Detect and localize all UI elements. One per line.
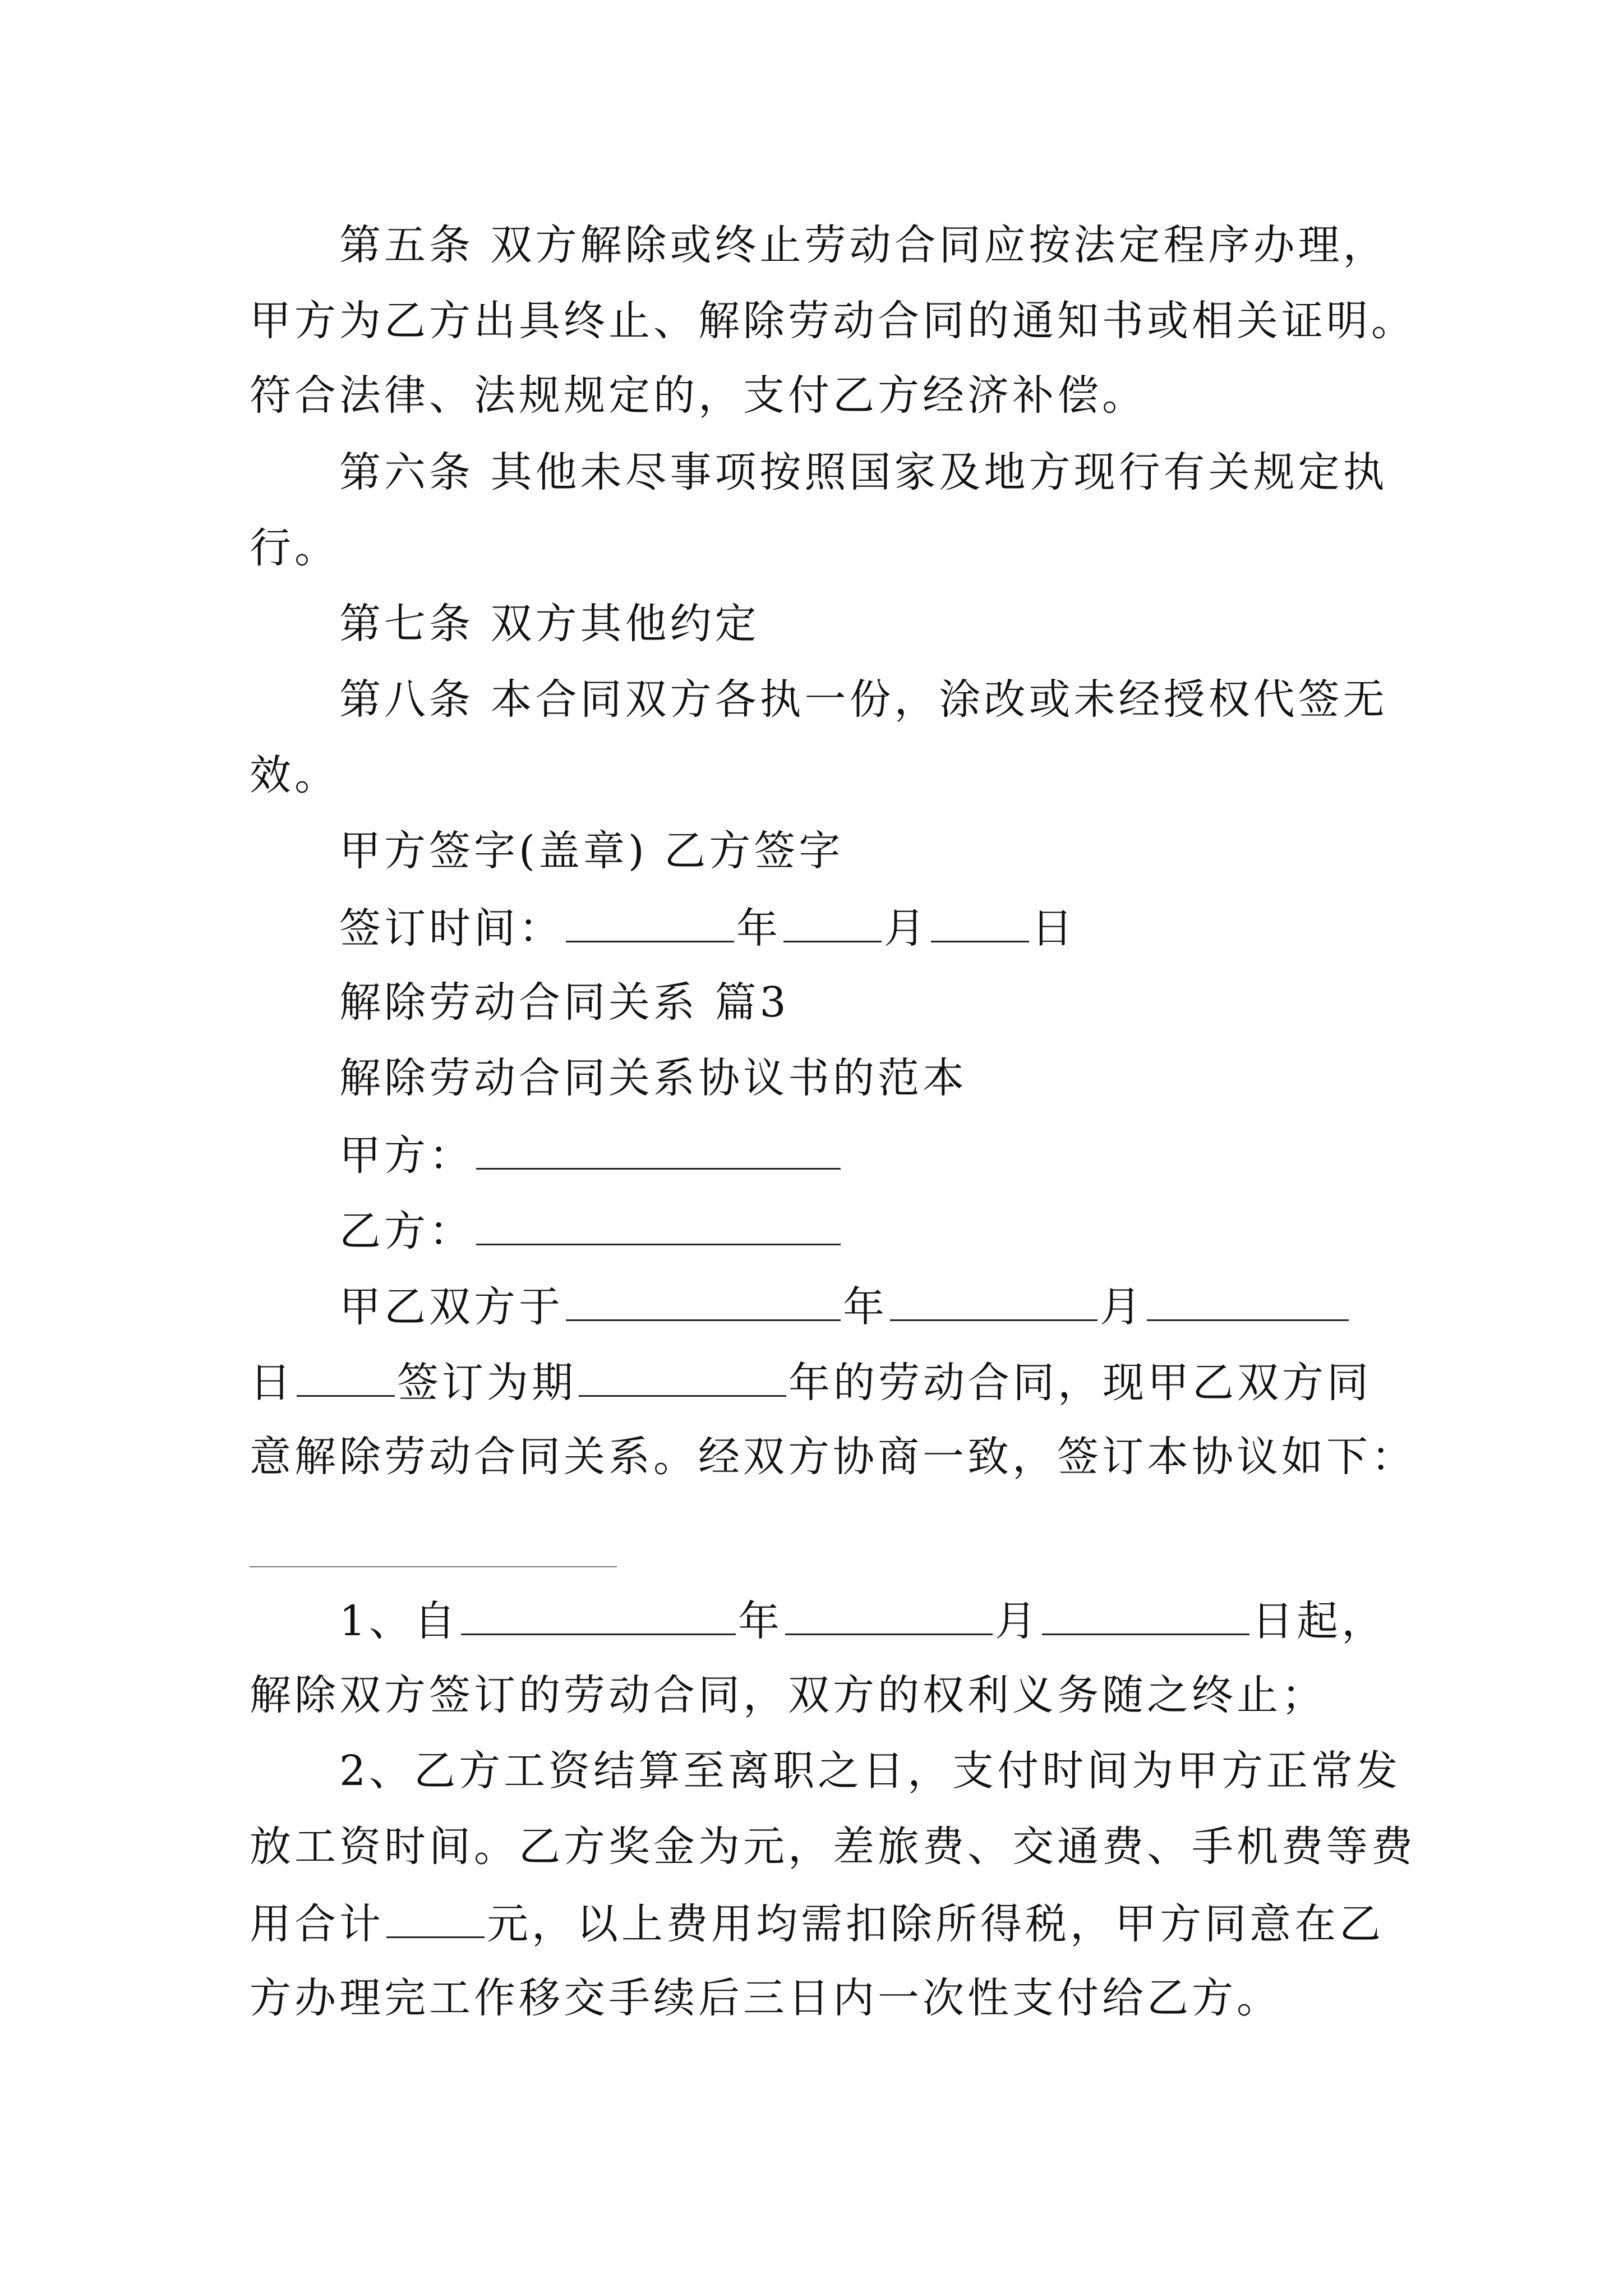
intro-line-1 bbox=[339, 1283, 1351, 1331]
text: 元，以上费用均需扣除所得税，甲方同意在乙 bbox=[487, 1900, 1384, 1948]
text: 放工资时间。乙方奖金为元，差旅费、交通费、手机费等费 bbox=[250, 1823, 1416, 1871]
label: 乙方： bbox=[339, 1207, 474, 1255]
text: 第七条 双方其他约定 bbox=[339, 600, 760, 648]
text: 甲乙双方于 bbox=[339, 1283, 564, 1331]
text: 方办理完工作移交手续后三日内一次性支付给乙方。 bbox=[250, 1974, 1281, 2022]
signature-line bbox=[339, 827, 844, 875]
text: 意解除劳动合同关系。经双方协商一致，签订本协议如下： bbox=[250, 1433, 1416, 1481]
text: 行。 bbox=[250, 524, 339, 572]
blank-field bbox=[461, 1599, 736, 1635]
separator-rule bbox=[250, 1566, 617, 1567]
article-6-line-1 bbox=[339, 448, 1388, 496]
text: 解除双方签订的劳动合同，双方的权利义务随之终止； bbox=[250, 1671, 1326, 1719]
blank-field bbox=[579, 1360, 786, 1397]
day-label: 日 bbox=[1031, 904, 1076, 953]
intro-line-3 bbox=[250, 1433, 1416, 1481]
text: 甲方为乙方出具终止、解除劳动合同的通知书或相关证明。 bbox=[250, 297, 1416, 345]
text: 解除劳动合同关系 篇3 bbox=[339, 978, 790, 1027]
text: 符合法律、法规规定的，支付乙方经济补偿。 bbox=[250, 371, 1147, 420]
signing-date-line bbox=[339, 904, 1076, 953]
clause-2-line-2 bbox=[250, 1823, 1416, 1871]
year-label: 年 bbox=[843, 1283, 888, 1331]
text: 效。 bbox=[250, 751, 339, 799]
month-label: 月 bbox=[884, 904, 929, 953]
agreement-title bbox=[339, 1054, 967, 1102]
text: 日起， bbox=[1252, 1597, 1387, 1645]
month-label: 月 bbox=[1100, 1283, 1145, 1331]
article-5-line-2 bbox=[250, 297, 1416, 345]
article-5-line-3 bbox=[250, 371, 1147, 420]
day-label: 日 bbox=[250, 1359, 294, 1407]
year-label: 年 bbox=[738, 1597, 783, 1645]
blank-field bbox=[566, 906, 734, 942]
blank-field bbox=[476, 1209, 841, 1245]
label: 甲方： bbox=[339, 1131, 474, 1180]
clause-1-line-2 bbox=[250, 1671, 1326, 1719]
article-6-line-2 bbox=[250, 524, 339, 572]
article-8-line-2 bbox=[250, 751, 339, 799]
clause-2-line-3 bbox=[250, 1900, 1384, 1948]
text: 签订为期 bbox=[397, 1359, 577, 1407]
blank-field bbox=[890, 1285, 1098, 1321]
text: 年的劳动合同，现甲乙双方同 bbox=[789, 1359, 1372, 1407]
text: 甲方签字(盖章) 乙方签字 bbox=[339, 827, 844, 875]
blank-field bbox=[386, 1902, 485, 1938]
party-a-line bbox=[339, 1131, 843, 1180]
party-b-line bbox=[339, 1207, 843, 1255]
blank-field bbox=[1042, 1599, 1249, 1635]
clause-1-line-1 bbox=[339, 1597, 1387, 1645]
text: 第六条 其他未尽事项按照国家及地方现行有关规定执 bbox=[339, 448, 1388, 496]
article-7 bbox=[339, 600, 760, 648]
text: 第五条 双方解除或终止劳动合同应按法定程序办理， bbox=[339, 221, 1388, 269]
clause-2-line-4 bbox=[250, 1974, 1281, 2022]
blank-field bbox=[297, 1360, 395, 1397]
text: 1、自 bbox=[339, 1597, 459, 1645]
text: 解除劳动合同关系协议书的范本 bbox=[339, 1054, 967, 1102]
clause-2-line-1 bbox=[339, 1747, 1401, 1795]
section-heading bbox=[339, 978, 790, 1027]
blank-field bbox=[1147, 1285, 1349, 1321]
blank-field bbox=[783, 906, 882, 942]
text: 第八条 本合同双方各执一份，涂改或未经授权代签无 bbox=[339, 675, 1388, 724]
blank-field bbox=[566, 1285, 841, 1321]
blank-field bbox=[931, 906, 1029, 942]
text: 用合计 bbox=[250, 1900, 384, 1948]
text: 2、乙方工资结算至离职之日，支付时间为甲方正常发 bbox=[339, 1747, 1401, 1795]
intro-line-2 bbox=[250, 1359, 1372, 1407]
blank-field bbox=[476, 1133, 841, 1170]
article-5-line-1 bbox=[339, 221, 1388, 269]
blank-field bbox=[785, 1599, 993, 1635]
year-label: 年 bbox=[736, 904, 781, 953]
month-label: 月 bbox=[995, 1597, 1040, 1645]
label: 签订时间： bbox=[339, 904, 564, 953]
article-8-line-1 bbox=[339, 675, 1388, 724]
